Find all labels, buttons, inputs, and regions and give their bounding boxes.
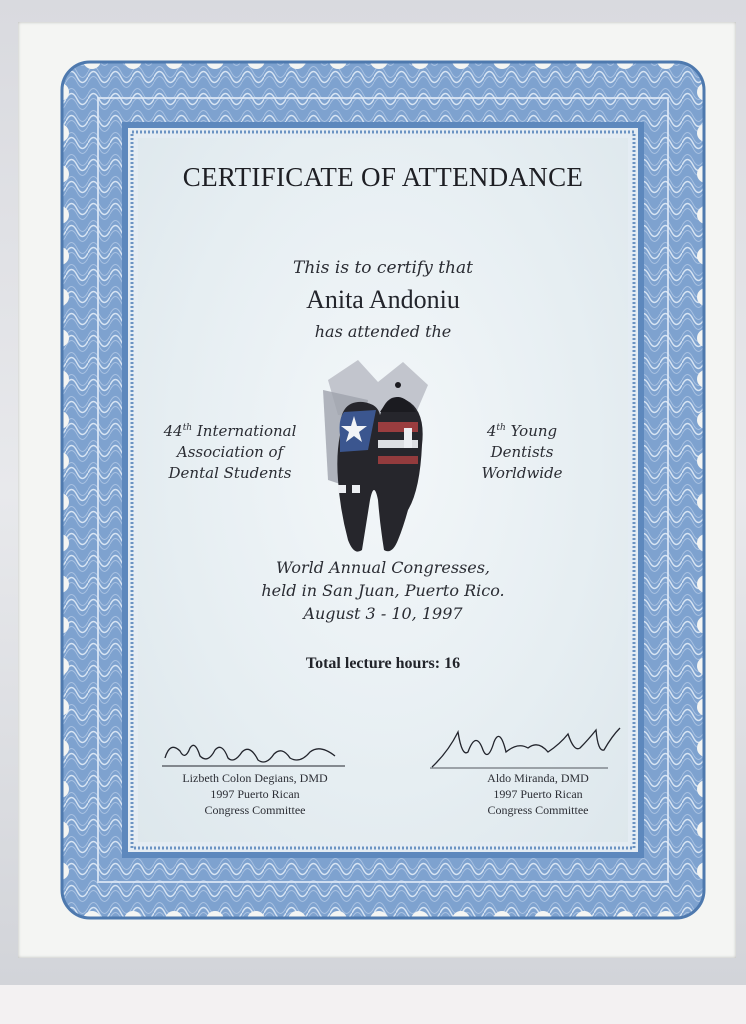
border-scallop bbox=[697, 452, 715, 470]
signature-left bbox=[160, 736, 350, 772]
border-scallop bbox=[657, 911, 675, 929]
certify-line: This is to certify that bbox=[293, 258, 473, 278]
border-scallop bbox=[616, 911, 634, 929]
right-ordinal: 4 bbox=[486, 422, 497, 440]
border-scallop bbox=[206, 911, 224, 929]
border-scallop bbox=[51, 493, 69, 511]
border-scallop bbox=[697, 780, 715, 798]
border-scallop bbox=[124, 51, 142, 69]
border-scallop bbox=[411, 911, 429, 929]
border-scallop bbox=[247, 911, 265, 929]
border-scallop bbox=[575, 911, 593, 929]
border-scallop bbox=[452, 911, 470, 929]
signatory-right-line3: Congress Committee bbox=[487, 803, 589, 817]
border-scallop bbox=[697, 739, 715, 757]
border-scallop bbox=[51, 657, 69, 675]
border-scallop bbox=[697, 411, 715, 429]
right-line1-rest: Young bbox=[505, 422, 558, 440]
border-scallop bbox=[534, 51, 552, 69]
border-scallop bbox=[697, 616, 715, 634]
right-event-text bbox=[452, 418, 592, 484]
signatory-left-line3: Congress Committee bbox=[204, 803, 306, 817]
border-scallop bbox=[51, 247, 69, 265]
border-scallop bbox=[697, 493, 715, 511]
border-scallop bbox=[83, 51, 101, 69]
recipient-name: Anita Andoniu bbox=[306, 285, 460, 314]
left-event-line3: Dental Students bbox=[168, 464, 292, 482]
border-scallop bbox=[370, 911, 388, 929]
border-scallop bbox=[51, 370, 69, 388]
signatory-right bbox=[438, 770, 638, 818]
border-scallop bbox=[206, 51, 224, 69]
signatory-left bbox=[155, 770, 355, 818]
border-scallop bbox=[697, 124, 715, 142]
border-scallop bbox=[697, 165, 715, 183]
right-event-line1 bbox=[452, 418, 592, 442]
border-scallop bbox=[697, 698, 715, 716]
border-scallop bbox=[165, 51, 183, 69]
border-scallop bbox=[697, 575, 715, 593]
lecture-hours: Total lecture hours: 16 bbox=[305, 655, 461, 672]
border-scallop bbox=[657, 51, 675, 69]
border-scallop bbox=[51, 739, 69, 757]
border-scallop bbox=[493, 911, 511, 929]
border-scallop bbox=[452, 51, 470, 69]
border-scallop bbox=[51, 329, 69, 347]
border-scallop bbox=[165, 911, 183, 929]
border-scallop bbox=[411, 51, 429, 69]
border-scallop bbox=[51, 862, 69, 880]
tooth-flag-logo bbox=[318, 360, 438, 560]
border-scallop bbox=[534, 911, 552, 929]
border-scallop bbox=[329, 911, 347, 929]
congress-line-2: held in San Juan, Puerto Rico. bbox=[261, 581, 505, 600]
left-event-text bbox=[130, 418, 330, 484]
border-scallop bbox=[51, 411, 69, 429]
border-scallop bbox=[697, 288, 715, 306]
congress-line-3: August 3 - 10, 1997 bbox=[303, 604, 463, 623]
attended-line: has attended the bbox=[314, 322, 452, 341]
border-scallop bbox=[697, 821, 715, 839]
border-scallop bbox=[288, 51, 306, 69]
border-scallop bbox=[575, 51, 593, 69]
border-scallop bbox=[697, 657, 715, 675]
border-scallop bbox=[51, 780, 69, 798]
border-scallop bbox=[51, 534, 69, 552]
border-scallop bbox=[370, 51, 388, 69]
border-scallop bbox=[697, 206, 715, 224]
right-event-line3: Worldwide bbox=[481, 464, 563, 482]
signature-right bbox=[428, 722, 628, 772]
border-scallop bbox=[51, 616, 69, 634]
border-scallop bbox=[51, 452, 69, 470]
left-event-line1 bbox=[130, 418, 330, 442]
border-scallop bbox=[51, 288, 69, 306]
border-scallop bbox=[51, 83, 69, 101]
signatory-left-name: Lizbeth Colon Degians, DMD bbox=[182, 771, 328, 785]
border-scallop bbox=[697, 534, 715, 552]
border-scallop bbox=[51, 575, 69, 593]
congress-details bbox=[138, 556, 628, 625]
border-scallop bbox=[51, 698, 69, 716]
border-scallop bbox=[697, 247, 715, 265]
border-scallop bbox=[493, 51, 511, 69]
border-scallop bbox=[288, 911, 306, 929]
signatory-right-name: Aldo Miranda, DMD bbox=[487, 771, 589, 785]
border-scallop bbox=[83, 911, 101, 929]
border-scallop bbox=[51, 165, 69, 183]
border-scallop bbox=[51, 821, 69, 839]
border-scallop bbox=[51, 124, 69, 142]
left-event-line2: Association of bbox=[176, 443, 284, 461]
border-scallop bbox=[697, 329, 715, 347]
border-scallop bbox=[616, 51, 634, 69]
border-scallop bbox=[247, 51, 265, 69]
left-ordinal-suffix: th bbox=[182, 423, 193, 433]
border-scallop bbox=[51, 206, 69, 224]
border-scallop bbox=[697, 83, 715, 101]
signatory-left-line2: 1997 Puerto Rican bbox=[210, 787, 300, 801]
signatory-right-line2: 1997 Puerto Rican bbox=[493, 787, 583, 801]
border-scallop bbox=[697, 862, 715, 880]
border-scallop bbox=[697, 370, 715, 388]
border-scallop bbox=[124, 911, 142, 929]
border-scallop bbox=[329, 51, 347, 69]
right-ordinal-suffix: th bbox=[496, 423, 506, 433]
left-line1-rest: International bbox=[192, 422, 297, 440]
right-event-line2: Dentists bbox=[490, 443, 554, 461]
congress-line-1: World Annual Congresses, bbox=[275, 558, 491, 577]
certificate-title: CERTIFICATE OF ATTENDANCE bbox=[182, 162, 584, 192]
left-ordinal: 44 bbox=[163, 422, 183, 440]
